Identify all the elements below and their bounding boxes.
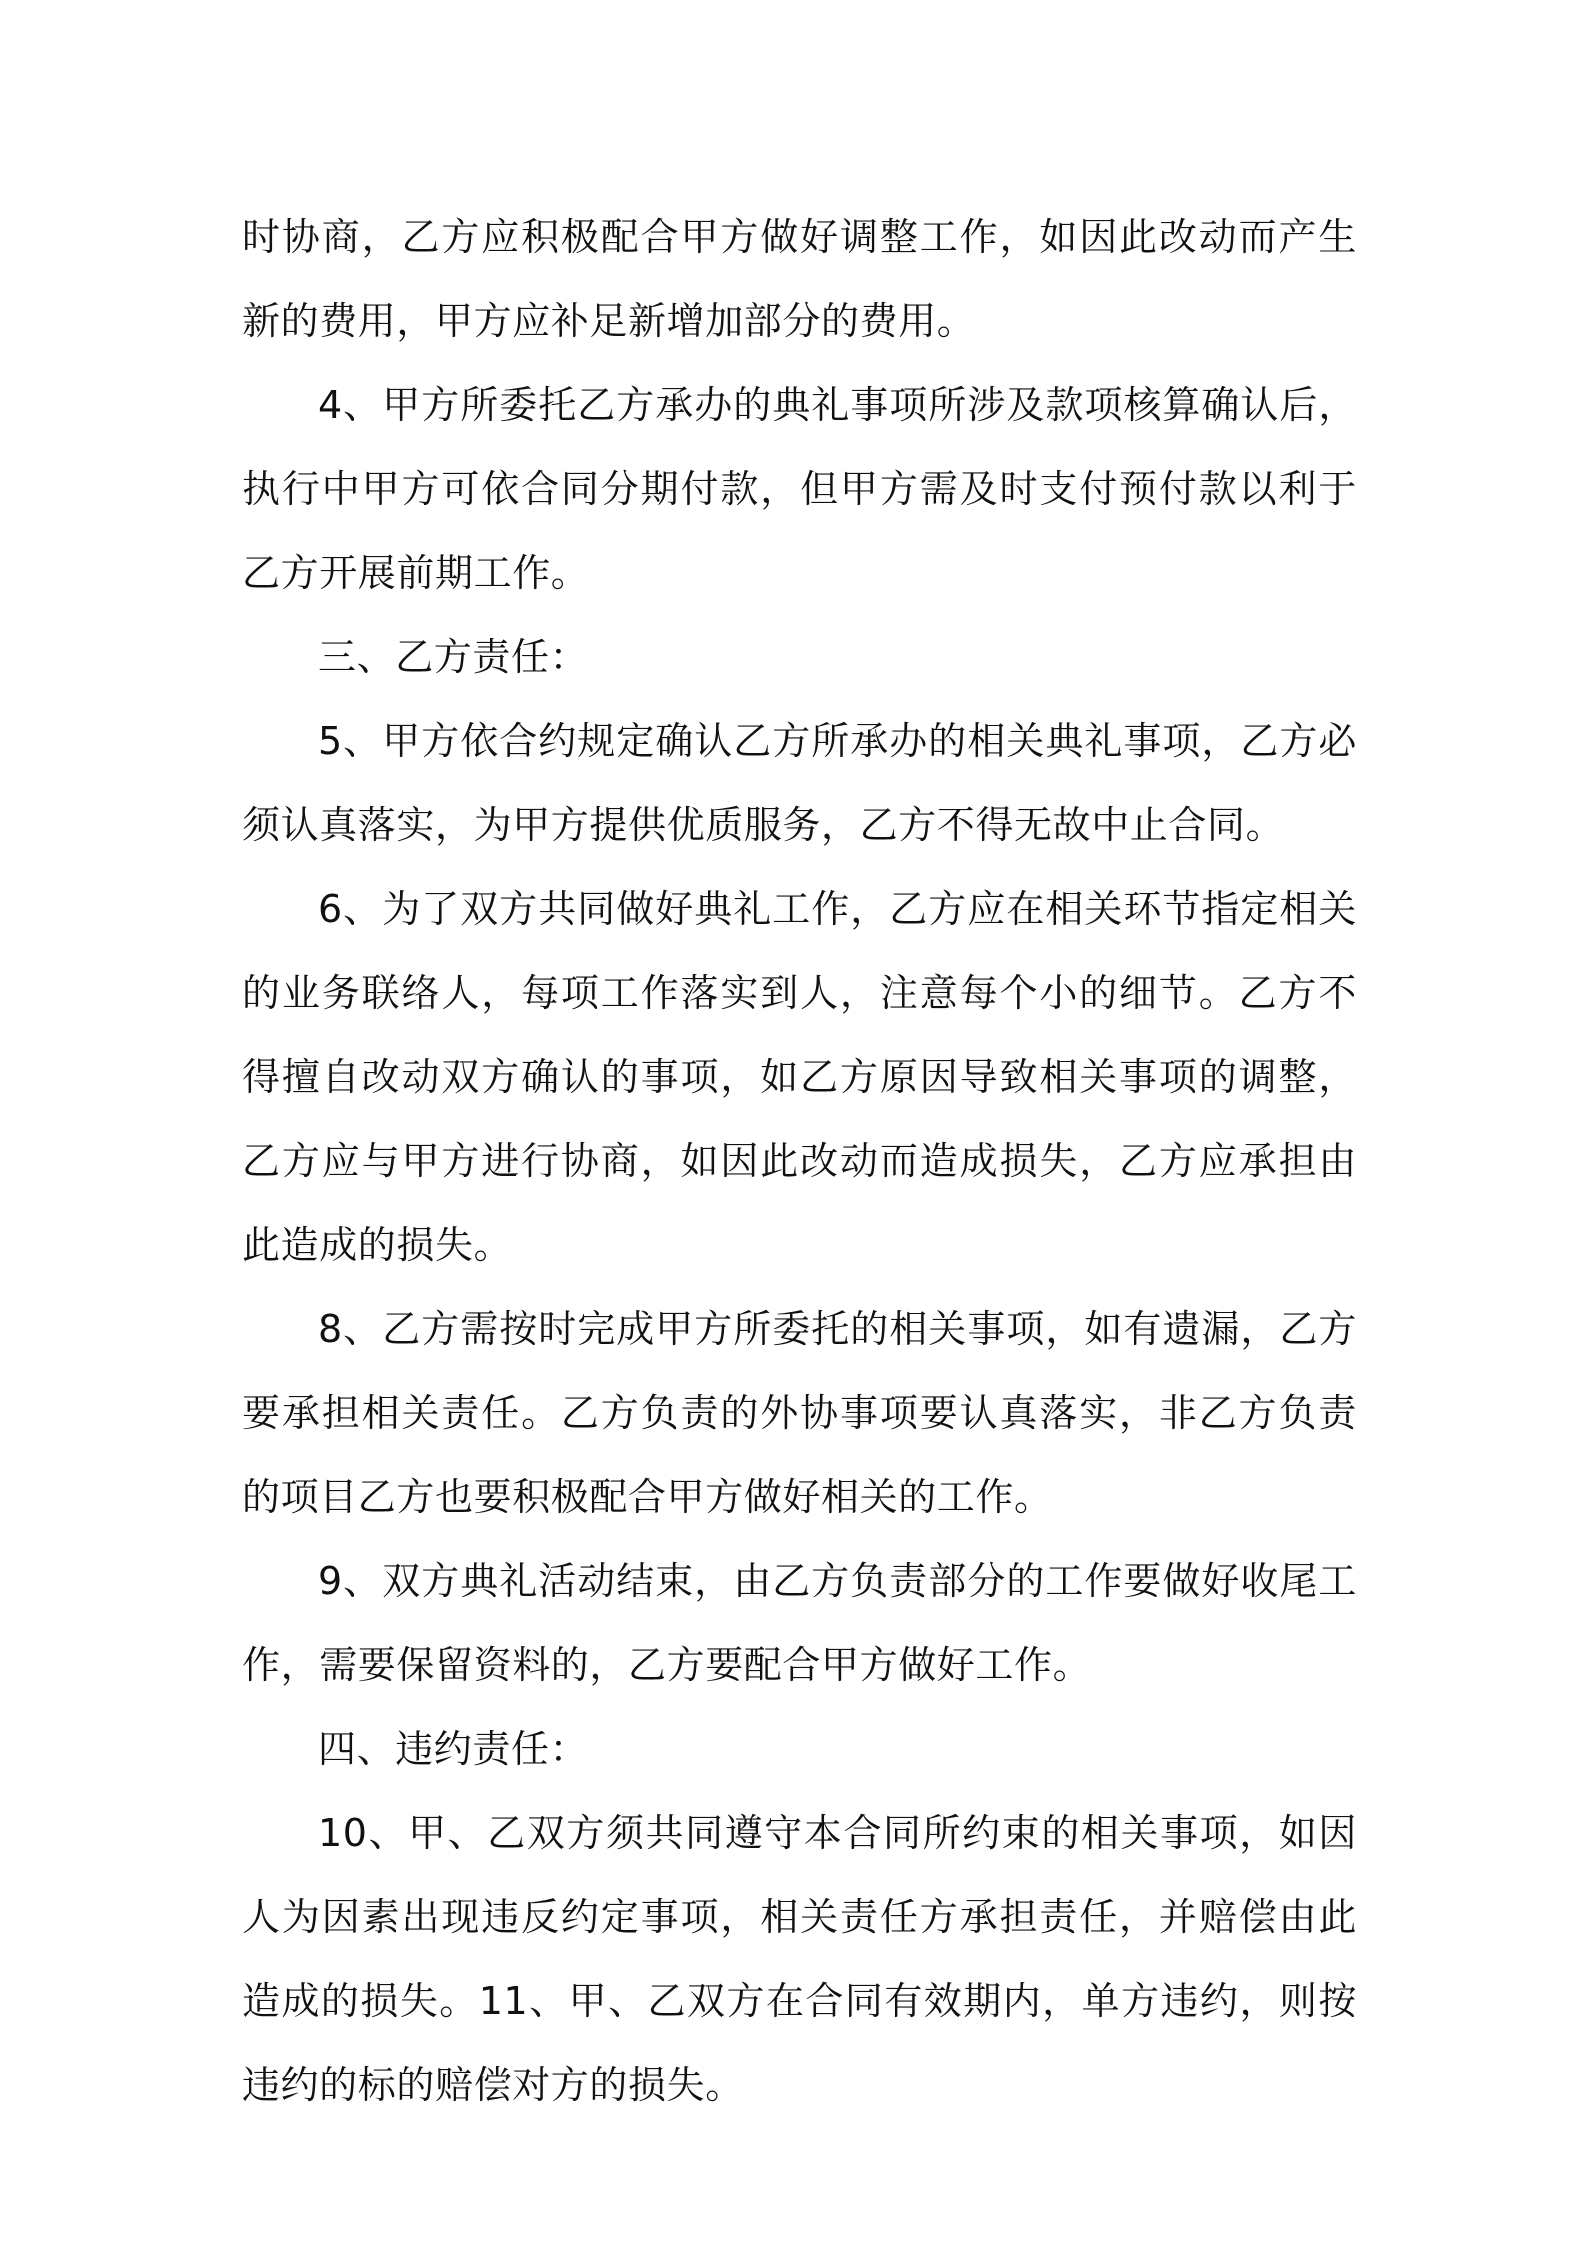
section-heading-breach-liability: 四、违约责任： <box>318 1727 589 1771</box>
paragraph-clause-5: 5、甲方依合约规定确认乙方所承办的相关典礼事项，乙方必须认真落实，为甲方提供优质服务，乙方不得无故中止合同。 <box>242 719 1357 847</box>
document-body <box>242 195 1357 2127</box>
paragraph-clause-4: 4、甲方所委托乙方承办的典礼事项所涉及款项核算确认后，执行中甲方可依合同分期付款，但甲方需及时支付预付款以利于乙方开展前期工作。 <box>242 383 1357 595</box>
paragraph-clause-6: 6、为了双方共同做好典礼工作，乙方应在相关环节指定相关的业务联络人，每项工作落实到人，注意每个小的细节。乙方不得擅自改动双方确认的事项，如乙方原因导致相关事项的调整，乙方应与甲方进行协商，如因此改动而造成损失，乙方应承担由此造成的损失。 <box>242 887 1357 1267</box>
paragraph-clause-9: 9、双方典礼活动结束，由乙方负责部分的工作要做好收尾工作，需要保留资料的，乙方要配合甲方做好工作。 <box>242 1559 1357 1687</box>
paragraph-continuation: 时协商，乙方应积极配合甲方做好调整工作，如因此改动而产生新的费用，甲方应补足新增加部分的费用。 <box>242 215 1357 343</box>
paragraph-clause-8: 8、乙方需按时完成甲方所委托的相关事项，如有遗漏，乙方要承担相关责任。乙方负责的外协事项要认真落实，非乙方负责的项目乙方也要积极配合甲方做好相关的工作。 <box>242 1307 1357 1519</box>
paragraph-clause-10-11: 10、甲、乙双方须共同遵守本合同所约束的相关事项，如因人为因素出现违反约定事项，相关责任方承担责任，并赔偿由此造成的损失。11、甲、乙双方在合同有效期内，单方违约，则按违约的标的赔偿对方的损失。 <box>242 1811 1357 2107</box>
section-heading-party-b-responsibility: 三、乙方责任： <box>318 635 589 679</box>
